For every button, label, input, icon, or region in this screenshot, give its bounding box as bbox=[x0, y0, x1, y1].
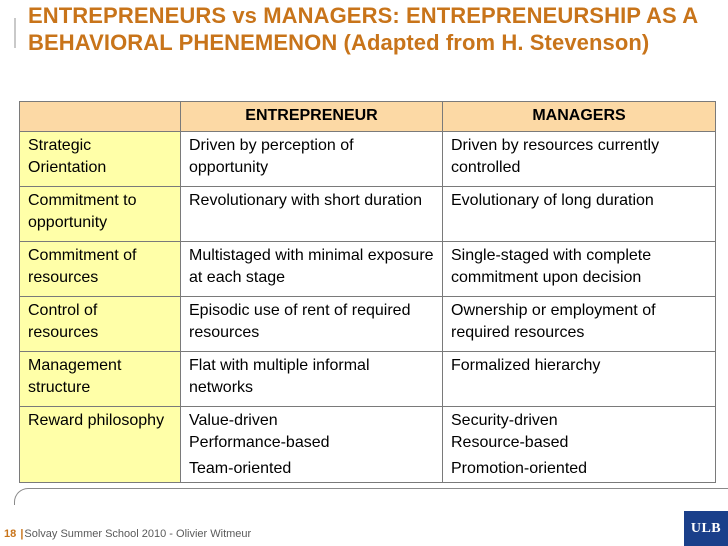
entrepreneur-cell: Revolutionary with short duration bbox=[181, 187, 443, 242]
entrepreneur-line: Value-driven bbox=[189, 412, 278, 429]
table-row bbox=[20, 132, 716, 187]
header-entrepreneur: ENTREPRENEUR bbox=[181, 102, 443, 132]
row-label: Commitment to opportunity bbox=[20, 187, 181, 242]
entrepreneur-cell: Flat with multiple informal networks bbox=[181, 352, 443, 407]
managers-cell: Driven by resources currently controlled bbox=[443, 132, 716, 187]
managers-cell: Evolutionary of long duration bbox=[443, 187, 716, 242]
footer-divider bbox=[14, 488, 728, 505]
table-row bbox=[20, 242, 716, 297]
slide-footer bbox=[4, 528, 251, 540]
table-row bbox=[20, 352, 716, 407]
managers-cell bbox=[443, 407, 716, 483]
managers-cell: Single-staged with complete commitment upon decision bbox=[443, 242, 716, 297]
row-label: Commitment of resources bbox=[20, 242, 181, 297]
row-label: Strategic Orientation bbox=[20, 132, 181, 187]
table-header-row bbox=[20, 102, 716, 132]
managers-cell: Ownership or employment of required resources bbox=[443, 297, 716, 352]
title-accent-bar bbox=[14, 18, 16, 48]
entrepreneur-cell: Episodic use of rent of required resources bbox=[181, 297, 443, 352]
row-label: Reward philosophy bbox=[20, 407, 181, 483]
header-blank-cell bbox=[20, 102, 181, 132]
comparison-table bbox=[19, 101, 716, 483]
entrepreneur-line: Performance-based bbox=[189, 434, 330, 451]
managers-cell: Formalized hierarchy bbox=[443, 352, 716, 407]
managers-line: Promotion-oriented bbox=[451, 460, 588, 477]
entrepreneur-cell bbox=[181, 407, 443, 483]
row-label: Management structure bbox=[20, 352, 181, 407]
ulb-logo-text: ULB bbox=[690, 520, 722, 536]
entrepreneur-line: Team-oriented bbox=[189, 460, 292, 477]
table-row bbox=[20, 187, 716, 242]
comparison-table-container bbox=[19, 101, 715, 483]
page-number: 18 bbox=[4, 528, 17, 540]
row-label: Control of resources bbox=[20, 297, 181, 352]
entrepreneur-cell: Multistaged with minimal exposure at each stage bbox=[181, 242, 443, 297]
ulb-logo bbox=[684, 511, 728, 546]
footer-separator: | bbox=[20, 528, 24, 540]
slide-title: ENTREPRENEURS vs MANAGERS: ENTREPRENEURSHIP AS A BEHAVIORAL PHENEMENON (Adapted from H. Stevenson) bbox=[28, 3, 698, 55]
managers-line: Resource-based bbox=[451, 434, 569, 451]
entrepreneur-cell: Driven by perception of opportunity bbox=[181, 132, 443, 187]
header-managers: MANAGERS bbox=[443, 102, 716, 132]
footer-text: Solvay Summer School 2010 - Olivier Witmeur bbox=[24, 528, 252, 540]
managers-line: Security-driven bbox=[451, 412, 558, 429]
table-row bbox=[20, 297, 716, 352]
table-row bbox=[20, 407, 716, 483]
